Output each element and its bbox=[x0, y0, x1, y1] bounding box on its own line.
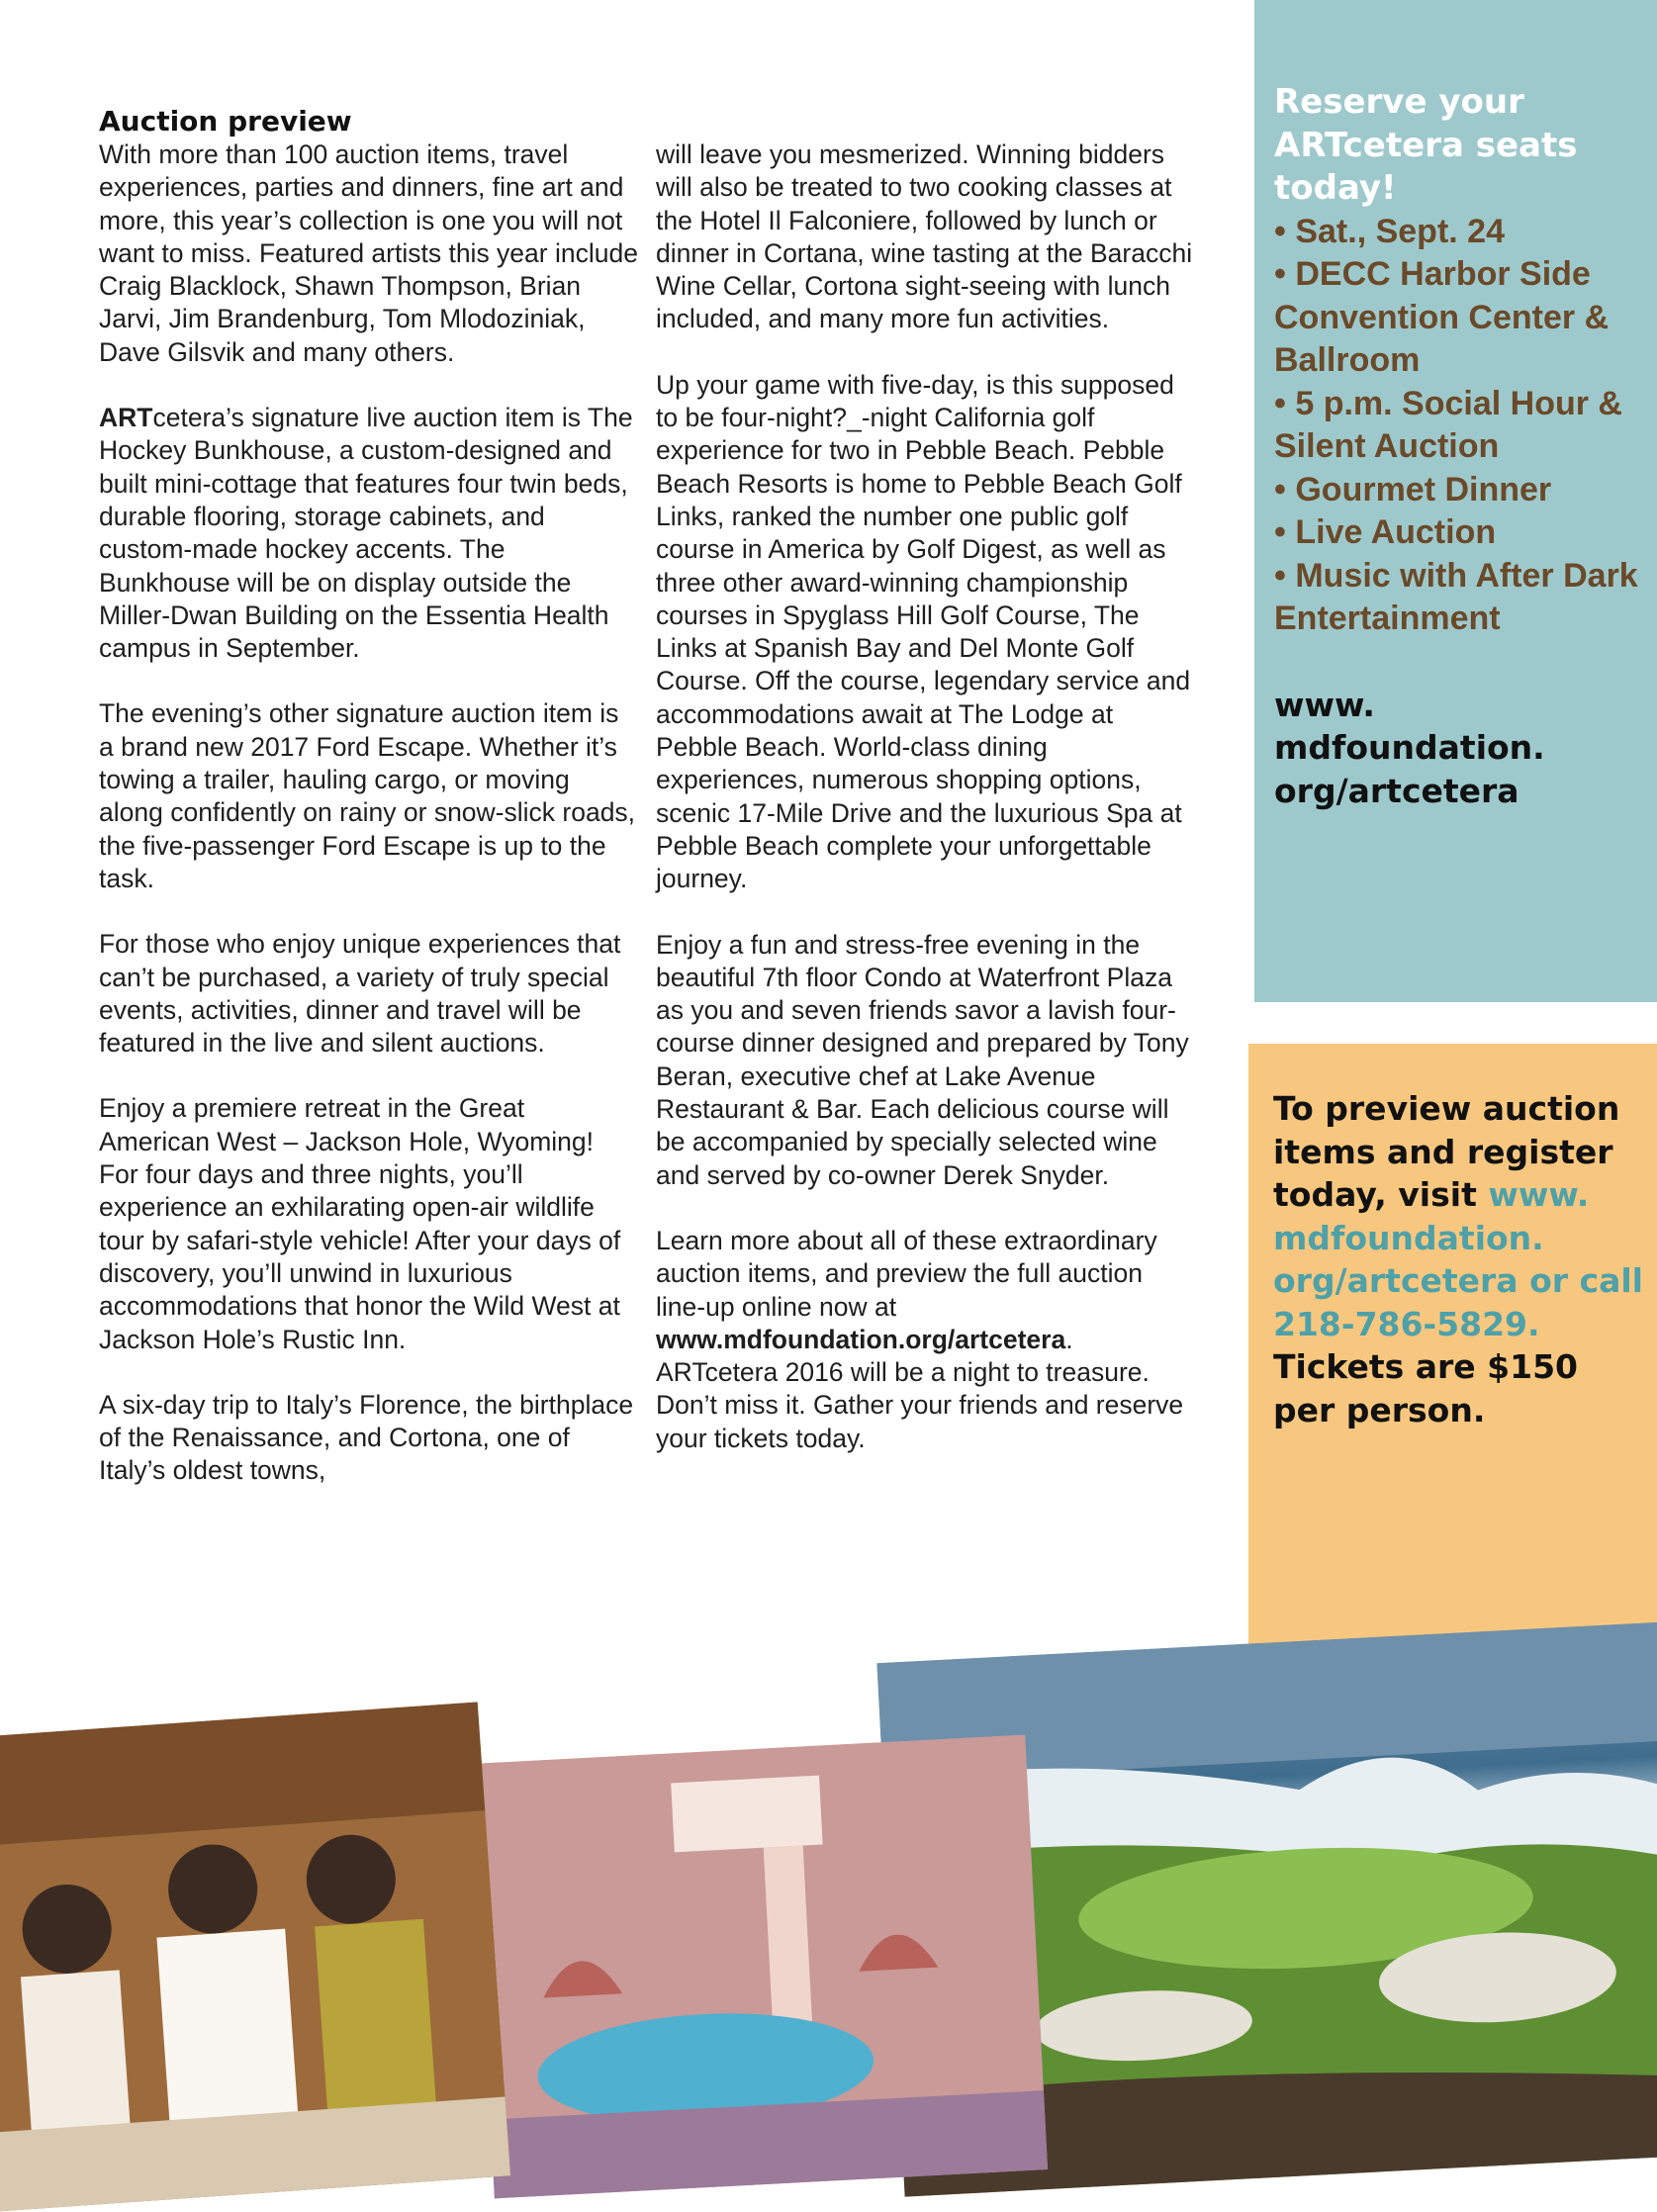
paragraph-pebble-beach: Up your game with five-day, is this supposed to be four-night?_-night California golf experience for two in Pebble Beach. Pebble Beach Resorts is home to Pebble Beach Golf Links, ranked the number one public golf course in America by Golf Digest, as well as three other award-winning championship courses in Spyglass Hill Golf Course, The Links at Spanish Bay and Del Monte Golf Course. Off the course, legendary service and accommodations await at The Lodge at Pebble Beach. World-class dining experiences, numerous shopping options, scenic 17-Mile Drive and the luxurious Spa at Pebble Beach complete your unforgettable journey. bbox=[656, 369, 1191, 894]
paragraph-italy: A six-day trip to Italy’s Florence, the birthplace of the Renaissance, and Cortona, one of Italy’s oldest towns, bbox=[99, 1389, 634, 1486]
preview-url[interactable]: www. mdfoundation. org/artcetera bbox=[1273, 1175, 1590, 1300]
paragraph-condo-dinner: Enjoy a fun and stress-free evening in the beautiful 7th floor Condo at Waterfront Plaza as you and seven friends savor a lavish four-course dinner designed and prepared by Tony Beran, executive chef at Lake Avenue Restaurant & Bar. Each delicious course will be accompanied by specially selected wine and served by co-owner Derek Snyder. bbox=[656, 929, 1189, 1190]
event-item-music: • Music with After Dark Entertainment bbox=[1274, 556, 1638, 637]
paragraph-bunkhouse: ARTcetera’s signature live auction item is The Hockey Bunkhouse, a custom-designed and built mini-cottage that features four twin beds, durable flooring, storage cabinets, and custom-made hockey accents. The Bunkhouse will be on display outside the Miller-Dwan Building on the Essentia Health campus in September. bbox=[99, 403, 633, 664]
cooking-class-photo bbox=[0, 1702, 510, 2211]
preview-sidebar bbox=[1248, 1044, 1657, 1677]
article-left-column bbox=[99, 105, 638, 1521]
art-prefix: ART bbox=[99, 403, 153, 433]
paragraph-intro: With more than 100 auction items, travel experiences, parties and dinners, fine art and more, this year’s collection is one you will not want to miss. Featured artists this year include Craig Blacklock, Shawn Thompson, Brian Jarvi, Jim Brandenburg, Tom Mlodoziniak, Dave Gilsvik and many others. bbox=[99, 139, 638, 367]
article-right-column bbox=[656, 138, 1195, 1488]
event-item-dinner: • Gourmet Dinner bbox=[1274, 470, 1552, 508]
event-item-date: • Sat., Sept. 24 bbox=[1274, 212, 1505, 250]
reserve-url[interactable]: www. mdfoundation. org/artcetera bbox=[1274, 685, 1545, 810]
event-item-venue: • DECC Harbor Side Convention Center & Ballroom bbox=[1274, 255, 1610, 379]
ticket-price: Tickets are $150 per person. bbox=[1273, 1347, 1578, 1429]
spa-pool-illustration bbox=[472, 1735, 1048, 2199]
closing-link[interactable]: www.mdfoundation.org/artcetera bbox=[656, 1324, 1066, 1354]
paragraph-closing: Learn more about all of these extraordinary auction items, and preview the full auction line-up online now at www.mdfoundation.org/artcetera. ARTcetera 2016 will be a night to treasure. Don’t miss it. Gather your friends and reserve your tickets today. bbox=[656, 1225, 1184, 1453]
cooking-class-illustration bbox=[0, 1702, 510, 2211]
reserve-sidebar bbox=[1254, 0, 1657, 1002]
preview-text: To preview auction items and register today, visit www. mdfoundation. org/artcetera or call 218-786-5829. Tickets are $150 per person. bbox=[1273, 1089, 1643, 1429]
paragraph-italy-cont: will leave you mesmerized. Winning bidders will also be treated to two cooking classes at the Hotel Il Falconiere, followed by lunch or dinner in Cortana, wine tasting at the Baracchi Wine Cellar, Cortona sight-seeing with lunch included, and many more fun activities. bbox=[656, 139, 1193, 334]
event-item-live-auction: • Live Auction bbox=[1274, 513, 1497, 551]
preview-phone: or call 218-786-5829. bbox=[1273, 1261, 1643, 1343]
reserve-title: Reserve your ARTcetera seats today! bbox=[1274, 82, 1578, 208]
event-item-social-hour: • 5 p.m. Social Hour & Silent Auction bbox=[1274, 384, 1622, 465]
paragraph-jackson-hole: Enjoy a premiere retreat in the Great American West – Jackson Hole, Wyoming! For four days and three nights, you’ll experience an exhilarating open-air wildlife tour by safari-style vehicle! After your days of discovery, you’ll unwind in luxurious accommodations that honor the Wild West at Jackson Hole’s Rustic Inn. bbox=[99, 1093, 621, 1354]
paragraph-unique-experiences: For those who enjoy unique experiences that can’t be purchased, a variety of truly special events, activities, dinner and travel will be featured in the live and silent auctions. bbox=[99, 929, 621, 1059]
paragraph-ford-escape: The evening’s other signature auction item is a brand new 2017 Ford Escape. Whether it’s towing a trailer, hauling cargo, or moving along confidently on rainy or snow-slick roads, the five-passenger Ford Escape is up to the task. bbox=[99, 698, 636, 893]
spa-pool-photo bbox=[472, 1735, 1048, 2199]
article-heading: Auction preview bbox=[99, 105, 352, 138]
event-details-list bbox=[1274, 211, 1650, 641]
